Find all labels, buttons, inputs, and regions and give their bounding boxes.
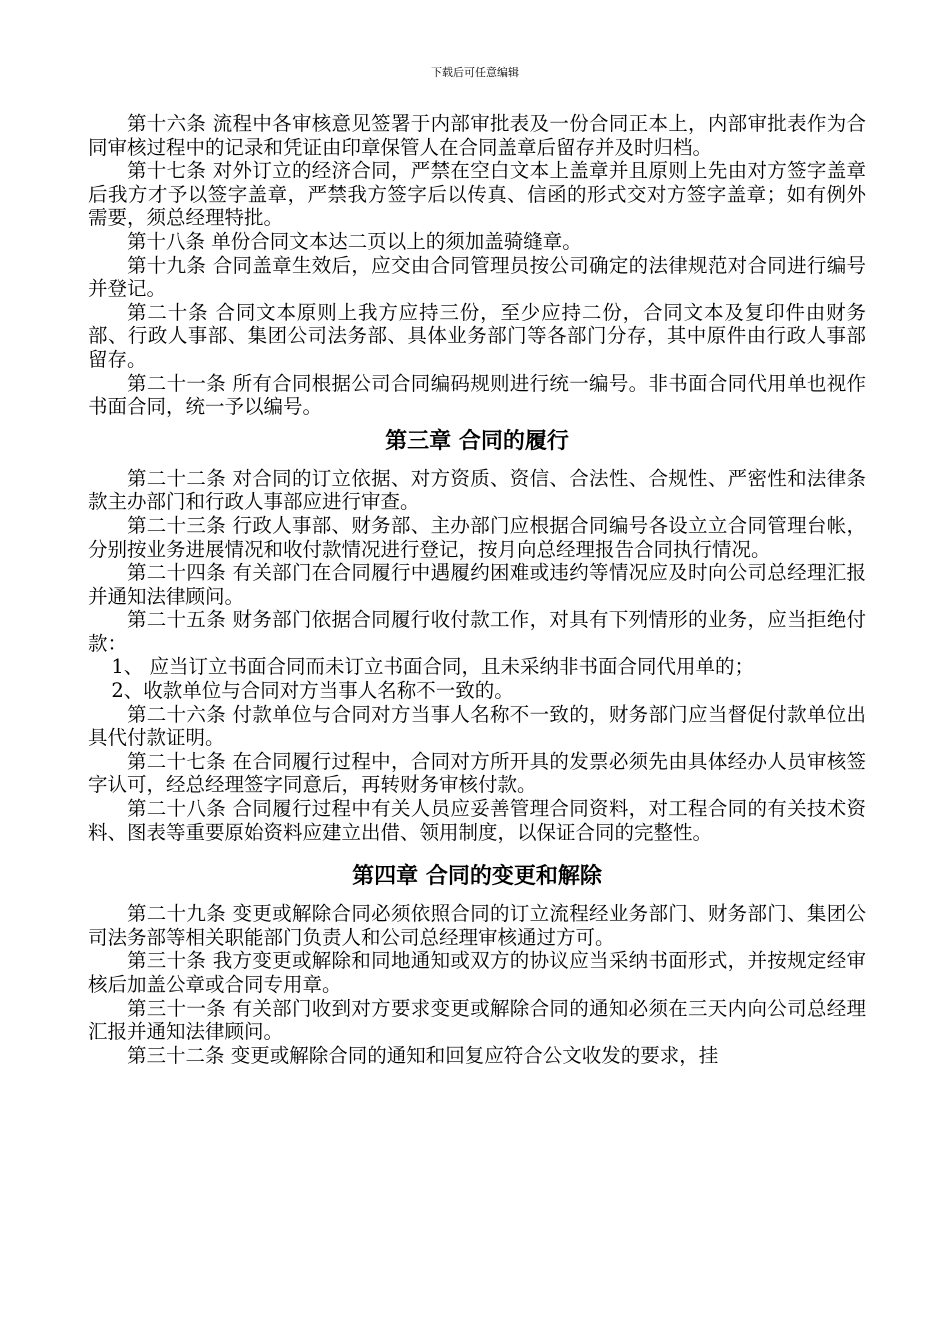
article-17: 第十七条 对外订立的经济合同，严禁在空白文本上盖章并且原则上先由对方签字盖章后我方才予以签字盖章，严禁我方签字后以传真、信函的形式交对方签字盖章；如有例外需要，须总经理特批。 [88,159,866,230]
article-20: 第二十条 合同文本原则上我方应持三份，至少应持二份，合同文本及复印件由财务部、行政人事部、集团公司法务部、具体业务部门等各部门分存，其中原件由行政人事部留存。 [88,300,866,371]
article-30: 第三十条 我方变更或解除和同地通知或双方的协议应当采纳书面形式，并按规定经审核后加盖公章或合同专用章。 [88,949,866,996]
article-24: 第二十四条 有关部门在合同履行中遇履约困难或违约等情况应及时向公司总经理汇报并通知法律顾问。 [88,561,866,608]
page-header-note: 下载后可任意编辑 [431,66,519,79]
article-23: 第二十三条 行政人事部、财务部、主办部门应根据合同编号各设立立合同管理台帐，分别按业务进展情况和收付款情况进行登记，按月向总经理报告合同执行情况。 [88,513,866,561]
chapter-3-title: 第三章 合同的履行 [385,428,569,454]
chapter-4-title: 第四章 合同的变更和解除 [352,864,602,890]
article-28: 第二十八条 合同履行过程中有关人员应妥善管理合同资料，对工程合同的有关技术资料、图表等重要原始资料应建立出借、领用制度，以保证合同的完整性。 [88,797,866,844]
article-32: 第三十二条 变更或解除合同的通知和回复应符合公文收发的要求，挂 [127,1043,719,1067]
article-25-item-2: 2、收款单位与合同对方当事人名称不一致的。 [111,679,514,703]
article-25: 第二十五条 财务部门依据合同履行收付款工作，对具有下列情形的业务，应当拒绝付款： [88,608,866,655]
article-25-item-1: 1、 应当订立书面合同而未订立书面合同，且未采纳非书面合同代用单的； [111,655,754,679]
document-body [88,112,866,1067]
article-21: 第二十一条 所有合同根据公司合同编码规则进行统一编号。非书面合同代用单也视作书面合同，统一予以编号。 [88,371,866,419]
article-29: 第二十九条 变更或解除合同必须依照合同的订立流程经业务部门、财务部门、集团公司法务部等相关职能部门负责人和公司总经理审核通过方可。 [88,902,866,949]
article-19: 第十九条 合同盖章生效后，应交由合同管理员按公司确定的法律规范对合同进行编号并登记。 [88,253,866,301]
article-22: 第二十二条 对合同的订立依据、对方资质、资信、合法性、合规性、严密性和法律条款主办部门和行政人事部应进行审查。 [88,466,866,514]
article-16: 第十六条 流程中各审核意见签署于内部审批表及一份合同正本上，内部审批表作为合同审核过程中的记录和凭证由印章保管人在合同盖章后留存并及时归档。 [88,112,866,159]
article-27: 第二十七条 在合同履行过程中，合同对方所开具的发票必须先由具体经办人员审核签字认可，经总经理签字同意后，再转财务审核付款。 [88,749,866,797]
article-26: 第二十六条 付款单位与合同对方当事人名称不一致的，财务部门应当督促付款单位出具代付款证明。 [88,702,866,750]
article-18: 第十八条 单份合同文本达二页以上的须加盖骑缝章。 [127,229,582,253]
article-31: 第三十一条 有关部门收到对方要求变更或解除合同的通知必须在三天内向公司总经理汇报并通知法律顾问。 [88,996,866,1044]
